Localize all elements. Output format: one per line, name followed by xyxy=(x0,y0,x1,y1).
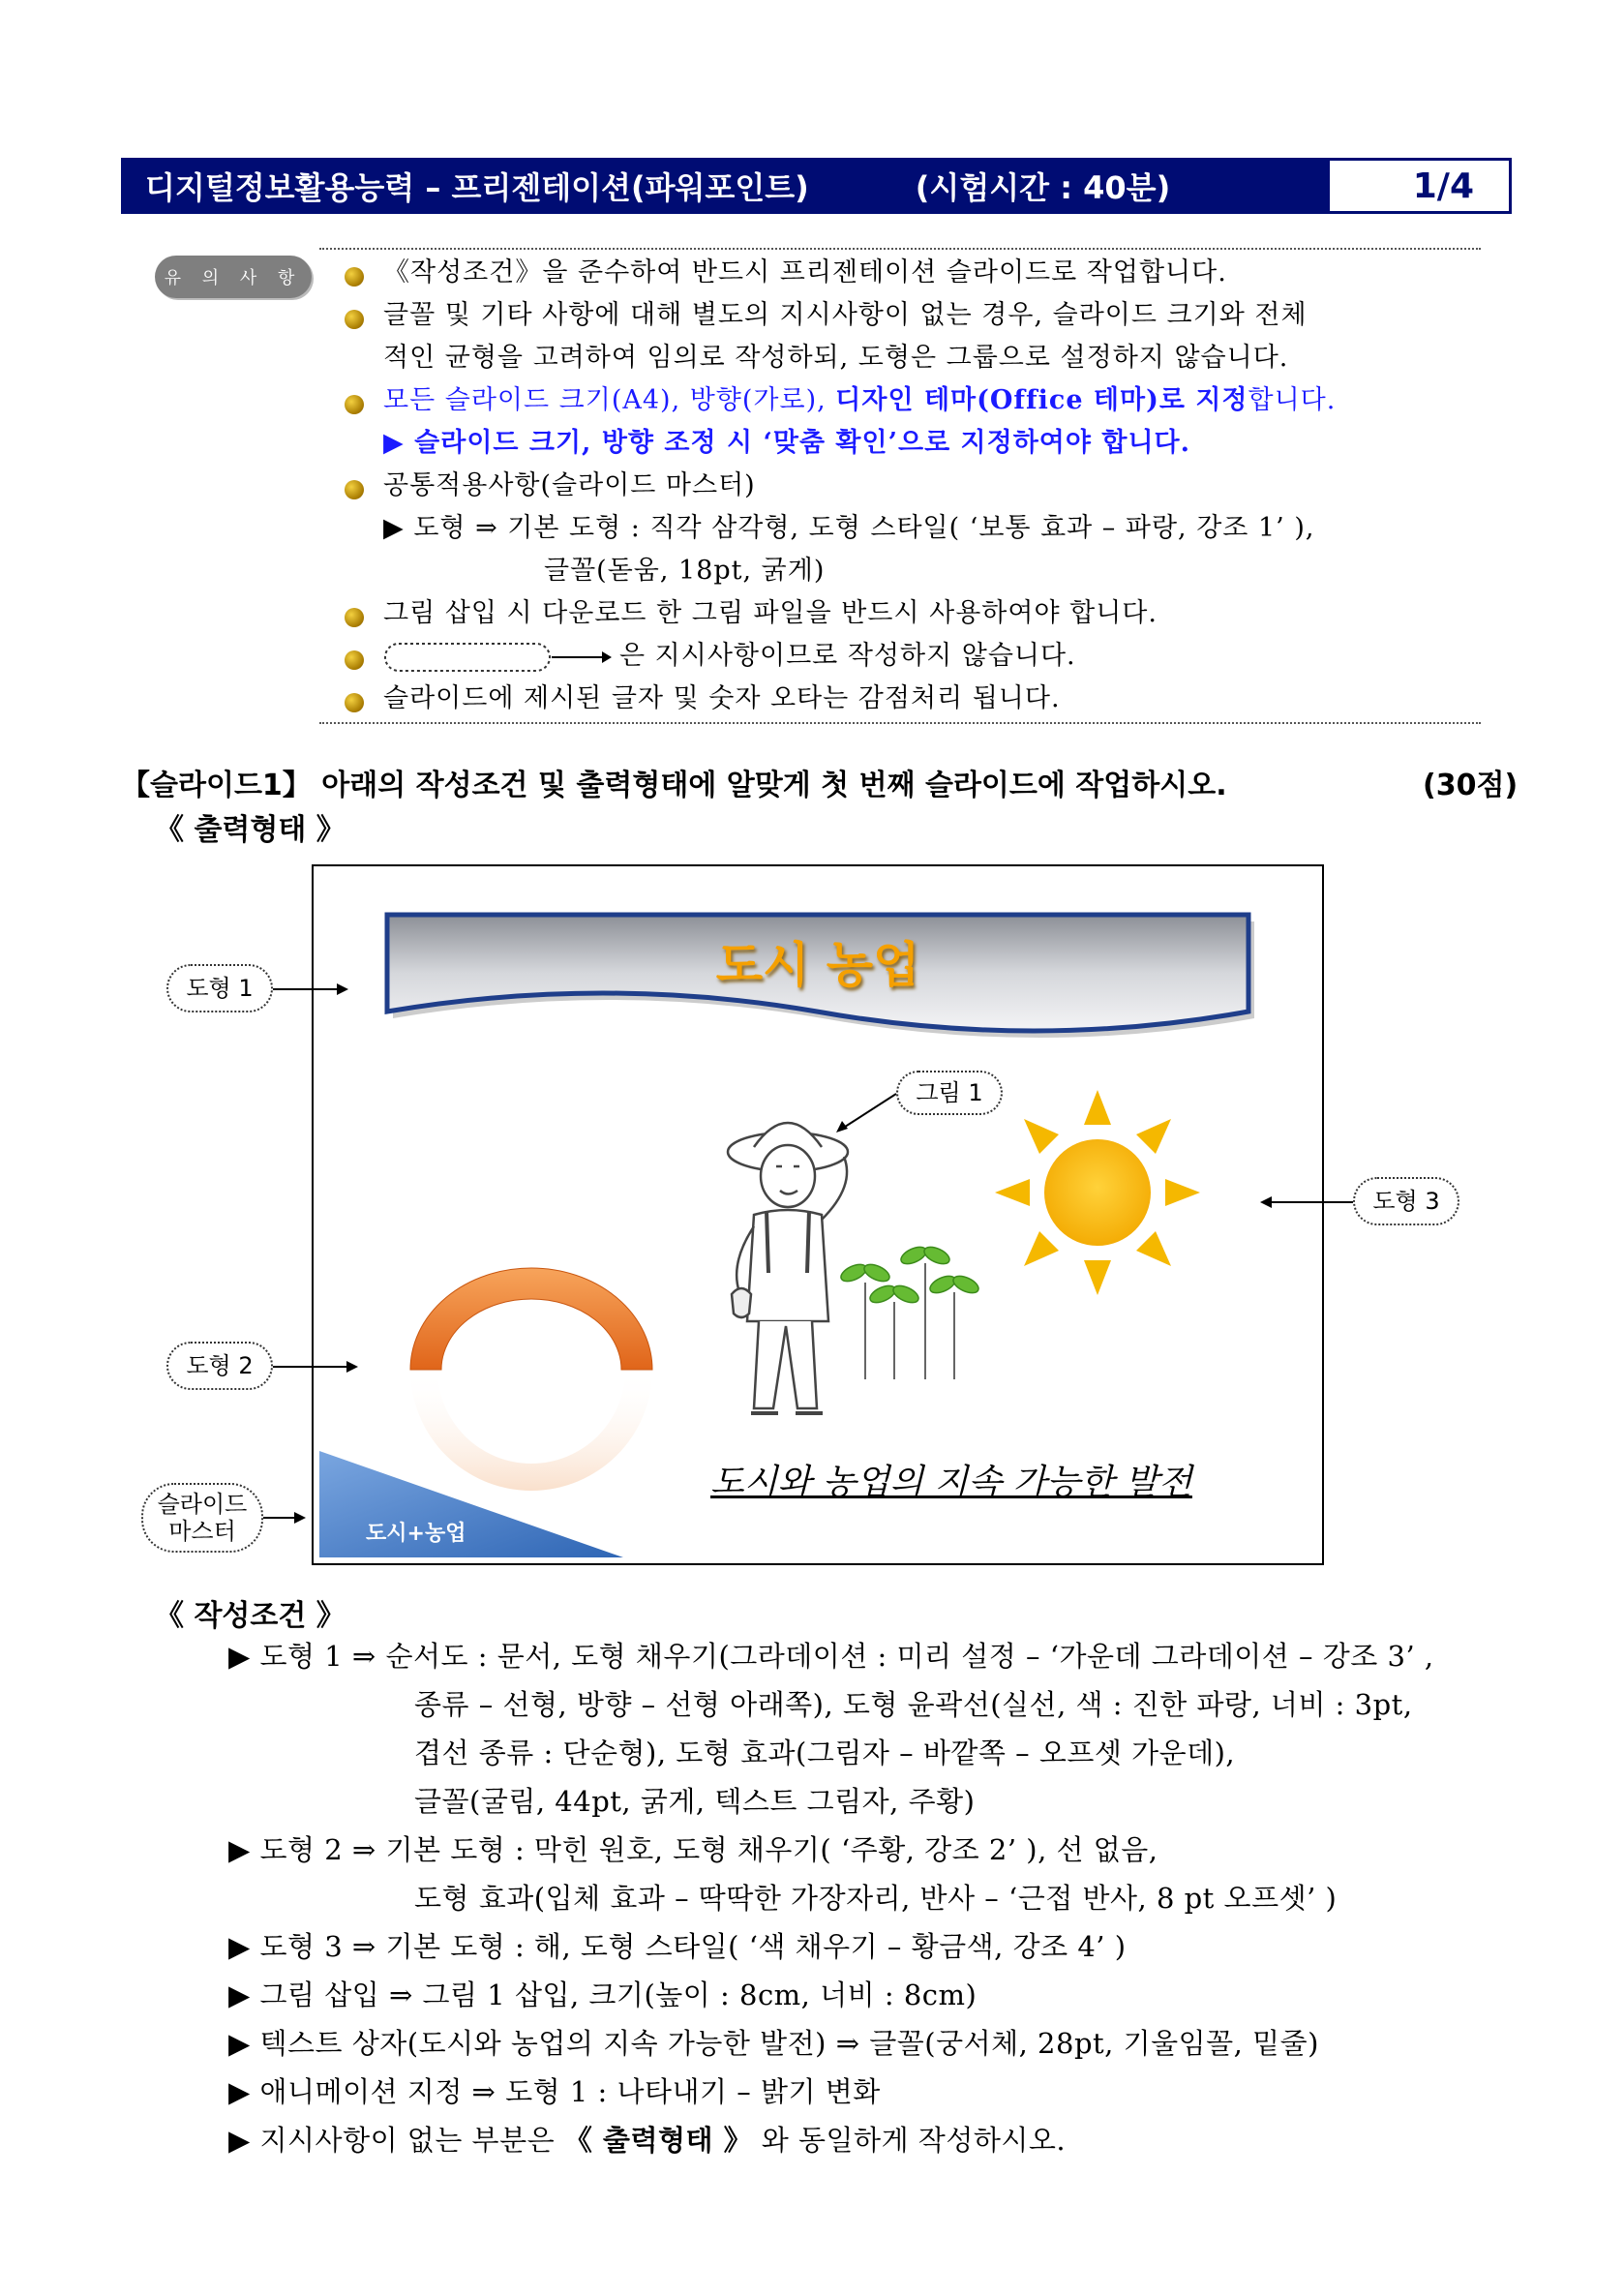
note-line-8: 글꼴(돋움, 18pt, 굵게) xyxy=(544,556,826,586)
callout-shape-2: 도형 2 xyxy=(166,1342,273,1390)
bullet-icon xyxy=(345,650,364,670)
exam-header xyxy=(121,158,1512,214)
notes-bottom-divider xyxy=(319,722,1481,724)
master-text: 도시+농업 xyxy=(366,1522,466,1546)
note-line-1: 《작성조건》을 준수하여 반드시 프리젠테이션 슬라이드로 작업합니다. xyxy=(383,257,1227,287)
arc-shape xyxy=(410,1268,652,1491)
note-line-4-part-b: 디자인 테마(Office 테마)로 지정 xyxy=(835,385,1248,415)
bullet-icon xyxy=(345,608,364,627)
slide-title: 도시 농업 xyxy=(715,937,920,993)
condition-line-5: ▶ 도형 2 ⇒ 기본 도형 : 막힌 원호, 도형 채우기( ‘주황, 강조 2’ ), 선 없음, xyxy=(228,1833,1158,1866)
callout-arrow-icon xyxy=(273,980,350,999)
note-line-5: ▶ 슬라이드 크기, 방향 조정 시 ‘맞춤 확인’으로 지정하여야 합니다. xyxy=(383,428,1191,458)
note-line-2: 글꼴 및 기타 사항에 대해 별도의 지시사항이 없는 경우, 슬라이드 크기와 전체 xyxy=(383,300,1308,330)
callout-master-line-2: 마스터 xyxy=(168,1518,236,1545)
bullet-icon xyxy=(345,480,364,499)
conditions-label: 《 작성조건 》 xyxy=(155,1599,346,1633)
condition-line-9: ▶ 텍스트 상자(도시와 농업의 지속 가능한 발전) ⇒ 글꼴(궁서체, 28pt, 기울임꼴, 밑줄) xyxy=(228,2027,1319,2060)
slide-heading: 【슬라이드1】 아래의 작성조건 및 출력형태에 알맞게 첫 번째 슬라이드에 작업하시오. xyxy=(121,769,1227,802)
condition-line-11-part-b: 《 출력형태 》 xyxy=(563,2124,753,2157)
condition-line-11-part-a: ▶ 지시사항이 없는 부분은 xyxy=(228,2124,564,2157)
bullet-icon xyxy=(345,310,364,329)
header-time: (시험시간 : 40분) xyxy=(915,169,1171,206)
note-line-11: 슬라이드에 제시된 글자 및 숫자 오타는 감점처리 됩니다. xyxy=(383,683,1061,713)
output-form-label: 《 출력형태 》 xyxy=(155,813,346,847)
note-line-7: ▶ 도형 ⇒ 기본 도형 : 직각 삼각형, 도형 스타일( ‘보통 효과 – 파랑, 강조 1’ ), xyxy=(383,513,1315,543)
condition-line-7: ▶ 도형 3 ⇒ 기본 도형 : 해, 도형 스타일( ‘색 채우기 – 황금색, 강조 4’ ) xyxy=(228,1930,1127,1963)
header-page-number: 1/4 xyxy=(1412,166,1474,206)
note-line-6: 공통적용사항(슬라이드 마스터) xyxy=(383,470,756,500)
condition-line-4: 글꼴(굴림, 44pt, 굵게, 텍스트 그림자, 주황) xyxy=(414,1785,976,1818)
header-title: 디지털정보활용능력 – 프리젠테이션(파워포인트) xyxy=(145,169,809,206)
header-dark-band xyxy=(124,161,1330,211)
bullet-icon xyxy=(345,693,364,712)
note-line-10: 은 지시사항이므로 작성하지 않습니다. xyxy=(619,641,1076,671)
condition-line-2: 종류 – 선형, 방향 – 선형 아래쪽), 도형 윤곽선(실선, 색 : 진한 파랑, 너비 : 3pt, xyxy=(414,1688,1413,1721)
callout-slide-master xyxy=(141,1483,263,1553)
callout-arrow-icon xyxy=(273,1357,360,1376)
notes-badge: 유 의 사 항 xyxy=(155,256,312,298)
callout-arrow-icon xyxy=(1258,1193,1353,1212)
condition-line-1: ▶ 도형 1 ⇒ 순서도 : 문서, 도형 채우기(그라데이션 : 미리 설정 – ‘가운데 그라데이션 – 강조 3’ , xyxy=(228,1640,1434,1673)
note-line-4-part-c: 합니다. xyxy=(1248,385,1337,415)
callout-shape-1: 도형 1 xyxy=(166,964,273,1012)
condition-line-3: 겹선 종류 : 단순형), 도형 효과(그림자 – 바깥쪽 – 오프셋 가운데), xyxy=(414,1737,1236,1769)
slide-score: (30점) xyxy=(1423,769,1519,802)
callout-arrow-icon xyxy=(263,1508,308,1527)
slide-subtitle: 도시와 농업의 지속 가능한 발전 xyxy=(710,1463,1192,1502)
condition-line-8: ▶ 그림 삽입 ⇒ 그림 1 삽입, 크기(높이 : 8cm, 너비 : 8cm) xyxy=(228,1979,977,2011)
bullet-icon xyxy=(345,267,364,287)
bullet-icon xyxy=(345,395,364,414)
condition-line-11 xyxy=(228,2124,1066,2157)
callout-sample-icon xyxy=(383,641,612,674)
callout-master-line-1: 슬라이드 xyxy=(157,1491,248,1518)
slide-preview xyxy=(312,864,1324,1565)
farmer-picture xyxy=(728,1123,981,1413)
condition-line-10: ▶ 애니메이션 지정 ⇒ 도형 1 : 나타내기 – 밝기 변화 xyxy=(228,2075,881,2108)
note-line-4-part-a: 모든 슬라이드 크기(A4), 방향(가로), xyxy=(383,385,836,415)
condition-line-6: 도형 효과(입체 효과 – 딱딱한 가장자리, 반사 – ‘근접 반사, 8 pt 오프셋’ ) xyxy=(414,1882,1338,1915)
condition-line-11-part-c: 와 동일하게 작성하시오. xyxy=(761,2124,1067,2157)
callout-arrow-icon xyxy=(830,1092,900,1140)
note-line-3: 적인 균형을 고려하여 임의로 작성하되, 도형은 그룹으로 설정하지 않습니다. xyxy=(383,343,1289,373)
sun-shape xyxy=(995,1090,1200,1295)
note-line-4 xyxy=(383,385,1336,416)
callout-shape-3: 도형 3 xyxy=(1353,1177,1459,1225)
note-line-9: 그림 삽입 시 다운로드 한 그림 파일을 반드시 사용하여야 합니다. xyxy=(383,598,1158,628)
notes-top-divider xyxy=(319,248,1481,250)
callout-picture-1: 그림 1 xyxy=(896,1071,1003,1115)
